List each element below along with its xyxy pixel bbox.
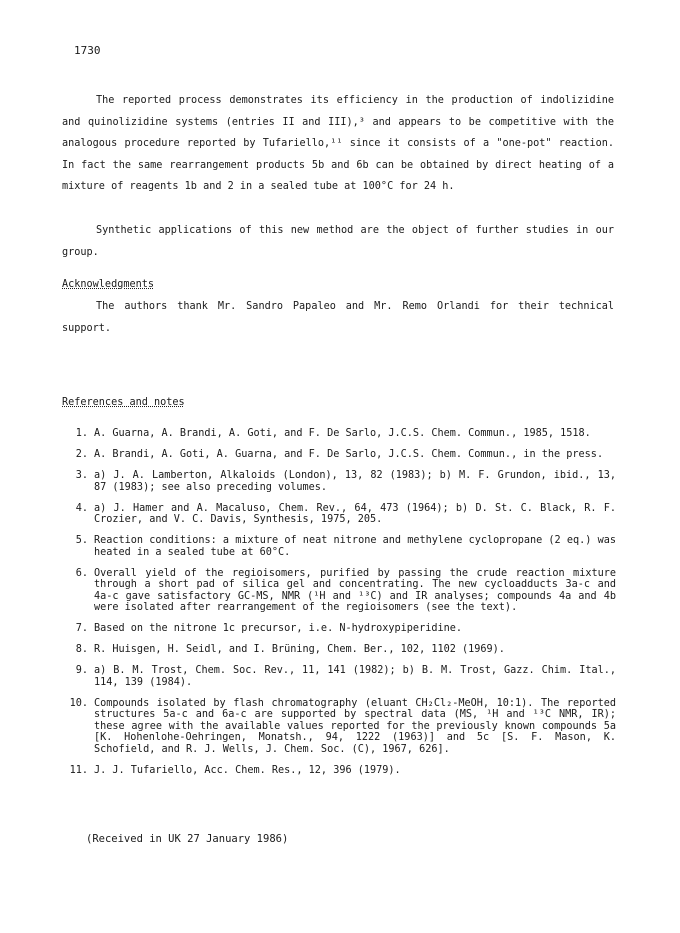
reference-item [60, 503, 616, 526]
reference-text: Reaction conditions: a mixture of neat nitrone and methylene cyclopropane (2 eq.) was heated in a sealed tube at 60°C. [94, 535, 616, 558]
reference-item [60, 665, 616, 688]
reference-item [60, 623, 616, 635]
reference-item [60, 470, 616, 493]
acknowledgments-text: The authors thank Mr. Sandro Papaleo and Mr. Remo Orlandi for their technical support. [62, 301, 614, 334]
references-heading: References and notes [62, 397, 185, 408]
reference-number: 1. [75, 428, 88, 439]
reference-text: A. Guarna, A. Brandi, A. Goti, and F. De Sarlo, J.C.S. Chem. Commun., 1985, 1518. [94, 428, 591, 439]
reference-text: R. Huisgen, H. Seidl, and I. Brüning, Chem. Ber., 102, 1102 (1969). [94, 644, 505, 655]
acknowledgments-heading: Acknowledgments [62, 279, 155, 290]
reference-item [60, 644, 616, 656]
reference-number: 9. [75, 665, 88, 676]
reference-item [60, 449, 616, 461]
reference-text: a) B. M. Trost, Chem. Soc. Rev., 11, 141 (1982); b) B. M. Trost, Gazz. Chim. Ital., 114, 139 (1984). [94, 665, 616, 688]
reference-text: J. J. Tufariello, Acc. Chem. Res., 12, 396 (1979). [94, 764, 401, 776]
reference-text: A. Brandi, A. Goti, A. Guarna, and F. De Sarlo, J.C.S. Chem. Commun., in the press. [94, 449, 604, 460]
reference-number: 7. [75, 623, 88, 634]
reference-number: 11. [69, 764, 88, 776]
reference-text: a) J. Hamer and A. Macaluso, Chem. Rev., 64, 473 (1964); b) D. St. C. Black, R. F. Crozier, and V. C. Davis, Synthesis, 1975, 205. [94, 502, 616, 525]
reference-text: Based on the nitrone 1c precursor, i.e. N-hydroxypiperidine. [94, 623, 463, 634]
reference-number: 4. [75, 502, 88, 514]
reference-number: 8. [75, 644, 88, 655]
reference-text: a) J. A. Lamberton, Alkaloids (London), 13, 82 (1983); b) M. F. Grundon, ibid., 13, 87 (1983); see also preceding volumes. [94, 470, 616, 493]
received-date: (Received in UK 27 January 1986) [86, 833, 289, 845]
reference-number: 5. [75, 535, 88, 546]
reference-list [60, 428, 616, 786]
body-paragraph-1: The reported process demonstrates its efficiency in the production of indolizidine and quinolizidine systems (entries II and III),³ and appears to be competitive with the analogous procedure reported by Tufariello,¹¹ since it consists of a "one-pot" reaction. In fact the same rearrangement products 5b and 6b can be obtained by direct heating of a mixture of reagents 1b and 2 in a sealed tube at 100°C for 24 h. [62, 95, 614, 192]
body-paragraph-2: Synthetic applications of this new method are the object of further studies in our group. [62, 225, 614, 258]
reference-text: Overall yield of the regioisomers, purified by passing the crude reaction mixture through a short pad of silica gel and concentrating. The new cycloadducts 3a-c and 4a-c gave satisfactory GC-MS, NMR (¹H and ¹³C) and IR analyses; compounds 4a and 4b were isolated after rearrangement of the regioisomers (see the text). [94, 567, 616, 613]
reference-number: 2. [75, 449, 88, 460]
reference-number: 6. [75, 567, 88, 579]
reference-item [60, 535, 616, 558]
reference-item [60, 698, 616, 756]
reference-item [60, 428, 616, 440]
reference-text: Compounds isolated by flash chromatography (eluant CH₂Cl₂-MeOH, 10:1). The reported structures 5a-c and 6a-c are supported by spectral data (MS, ¹H and ¹³C NMR, IR); these agree with the available values reported for the previously known compounds 5a [K. Hohenlohe-Oehringen, Monatsh., 94, 1222 (1963)] and 5c [S. F. Mason, K. Schofield, and R. J. Wells, J. Chem. Soc. (C), 1967, 626]. [94, 697, 616, 755]
reference-item [60, 765, 616, 777]
page-number: 1730 [74, 44, 101, 57]
reference-number: 10. [69, 697, 88, 709]
reference-item [60, 568, 616, 614]
reference-number: 3. [75, 470, 88, 481]
